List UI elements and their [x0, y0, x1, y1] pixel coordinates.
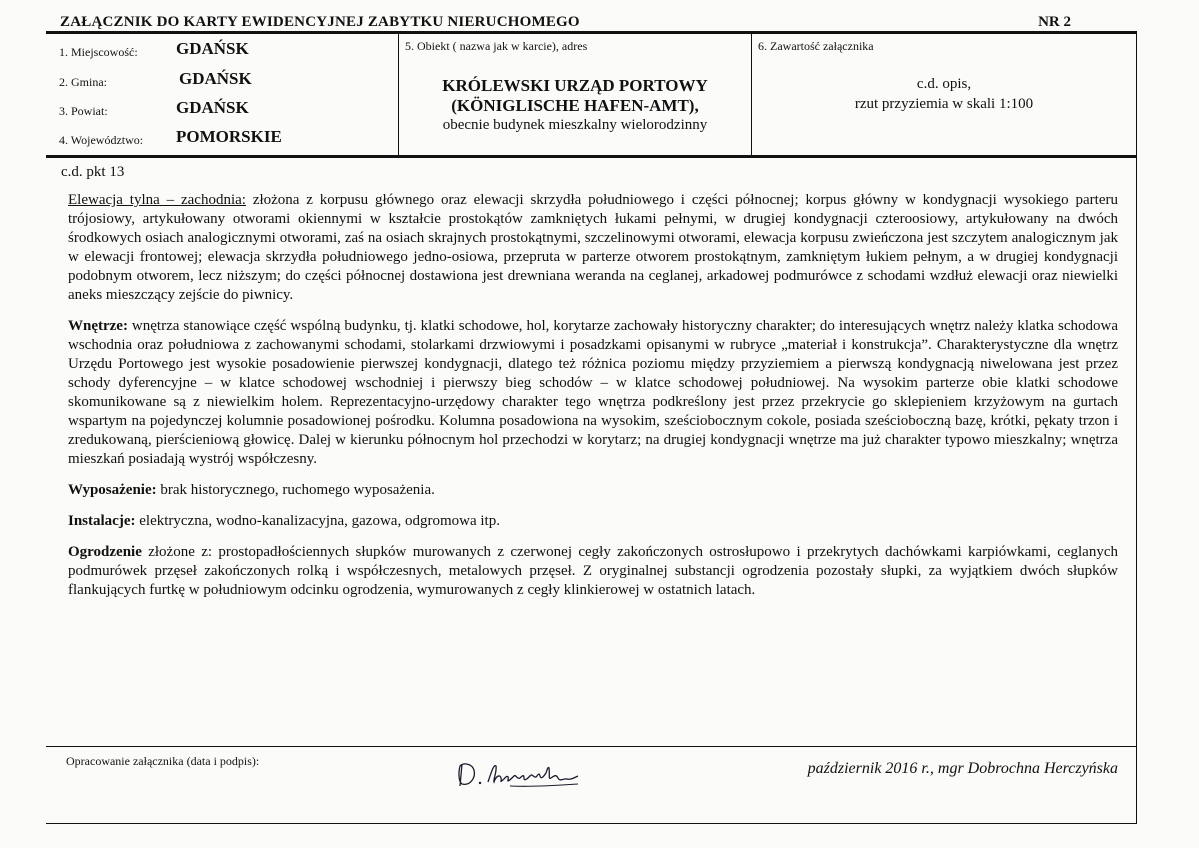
contents-line2: rzut przyziemia w skali 1:100 [854, 96, 1034, 112]
paragraph-installations [68, 512, 1118, 531]
header-box [46, 34, 1136, 158]
location-value: GDAŃSK [179, 69, 252, 88]
paragraph-text: wnętrza stanowiące część wspólną budynku, tj. klatki schodowe, hol, korytarze zachowały historyczny charakter; do interesujących wnętrz należy klatka schodowa wschodnia oraz południowa z zachowanymi schodami, stolarkami drzwiowymi i posadzkami opisanymi w rubryce „materiał i konstrukcja”. Charakterystyczne dla wnętrz Urzędu Portowego jest wysokie posadowienie pierwszej kondygnacji, dlatego też różnica poziomu między przyziemiem a pierwszą kondygnacją niwelowana jest przez schody dyferencyjne – w klatce schodowej wschodniej i pierwszy bieg schodów – w klatce schodowej południowej. Na wysokim parterze obie klatki schodowe skomunikowane są z niewielkim holem. Reprezentacyjno-urzędowy charakter tego wnętrza podkreślony jest przez przekrycie go sklepieniem krzyżowym na gurtach wspartym na pojedynczej kolumnie posadowionej pośrodku. Kolumna posadowiona na wysokim, sześciobocznym cokole, posiada sześcioboczną bazę, krótki, pękaty trzon i zredukowaną, pierścieniową głowicę. Dalej w kierunku północnym hol przechodzi w korytarz; na drugiej kondygnacji wnętrze ma już charakter typowo mieszkalny; wnętrza mieszkań posiadają wystrój współczesny. [68, 318, 1118, 467]
footer-date-author: październik 2016 r., mgr Dobrochna Herczyńska [807, 760, 1118, 777]
location-row-powiat [59, 98, 389, 120]
attachment-number: NR 2 [1038, 14, 1071, 30]
location-value: POMORSKIE [176, 127, 282, 146]
object-title-line2: (KÖNIGLISCHE HAFEN-AMT), [451, 96, 699, 115]
object-column [399, 34, 752, 155]
paragraph-text: brak historycznego, ruchomego wyposażenia. [156, 482, 435, 498]
paragraph-text: złożona z korpusu głównego oraz elewacji skrzydła południowego i części północnej; korpus główny w kondygnacji wysokiego parteru trójosiowy, artykułowany otworami okiennymi w kształcie prostokątów zamkniętych łukami pełnymi, w drugiej kondygnacji czteroosiowy, artykułowany na dwóch środkowych osiach analogicznymi otworami, zaś na osiach skrajnych prostokątnymi, szczelinowymi otworami, elewacja korpusu zwieńczona jest szczytem analogicznym jak w elewacji frontowej; elewacja skrzydła południowego jedno-osiowa, przepruta w parterze otworem prostokątnym, zamkniętym łukiem pełnym, a w drugiej kondygnacji podobnym otworem, lecz niższym; do części północnej dostawiona jest drewniana weranda na ceglanej, arkadowej podmurówce z schodami wzdłuż elewacji oraz niewielki aneks mieszczący zejście do piwnicy. [68, 192, 1118, 303]
contents-description [752, 74, 1136, 114]
contents-line1: c.d. opis, [916, 76, 972, 92]
location-row-gmina [59, 69, 389, 91]
form-frame [46, 31, 1137, 824]
paragraph-heading: Instalacje: [68, 513, 136, 529]
location-label: 2. Gmina: [59, 75, 107, 89]
paragraph-interior [68, 317, 1118, 469]
contents-column [752, 34, 1136, 155]
handwritten-signature [454, 756, 584, 790]
location-row-miejscowosc [59, 39, 389, 61]
object-subtitle: obecnie budynek mieszkalny wielorodzinny [442, 117, 708, 133]
location-label: 1. Miejscowość: [59, 45, 138, 59]
object-title [399, 76, 751, 116]
location-value: GDAŃSK [176, 39, 249, 58]
footer-divider [46, 746, 1136, 747]
paragraph-text: elektryczna, wodno-kanalizacyjna, gazowa, odgromowa itp. [135, 513, 500, 529]
paragraph-fence [68, 543, 1118, 600]
document-title: ZAŁĄCZNIK DO KARTY EWIDENCYJNEJ ZABYTKU NIERUCHOMEGO [60, 14, 580, 30]
location-label: 4. Województwo: [59, 133, 144, 147]
paragraph-heading: Elewacja tylna – zachodnia: [68, 192, 246, 208]
footer-label: Opracowanie załącznika (data i podpis): [66, 754, 260, 768]
paragraph-rear-elevation [68, 191, 1118, 305]
contents-label: 6. Zawartość załącznika [758, 39, 874, 53]
description-body [61, 158, 1118, 600]
paragraph-heading: Wnętrze: [68, 318, 128, 334]
location-row-wojewodztwo [59, 127, 389, 149]
object-label: 5. Obiekt ( nazwa jak w karcie), adres [405, 39, 588, 53]
paragraph-text: złożone z: prostopadłościennych słupków murowanych z czerwonej cegły zakończonych ostrosłupowo i przekrytych dachówkami karpiówkami, ceglanych podmurówek przęseł zakończonych rolką i współczesnych, metalowych przęseł. Z oryginalnej substancji ogrodzenia pozostały słupki, za wyjątkiem dwóch słupków flankujących furtkę w południowym odcinku ogrodzenia, wymurowanych z cegły klinkierowej w ostatnich latach. [68, 544, 1118, 598]
paragraph-heading: Wyposażenie: [68, 482, 157, 498]
paragraph-heading: Ogrodzenie [68, 544, 142, 560]
paragraph-furnishings [68, 481, 1118, 500]
object-title-line1: KRÓLEWSKI URZĄD PORTOWY [442, 76, 708, 95]
location-value: GDAŃSK [176, 98, 249, 117]
continuation-label: c.d. pkt 13 [61, 164, 125, 180]
location-label: 3. Powiat: [59, 104, 108, 118]
location-column [46, 34, 399, 155]
